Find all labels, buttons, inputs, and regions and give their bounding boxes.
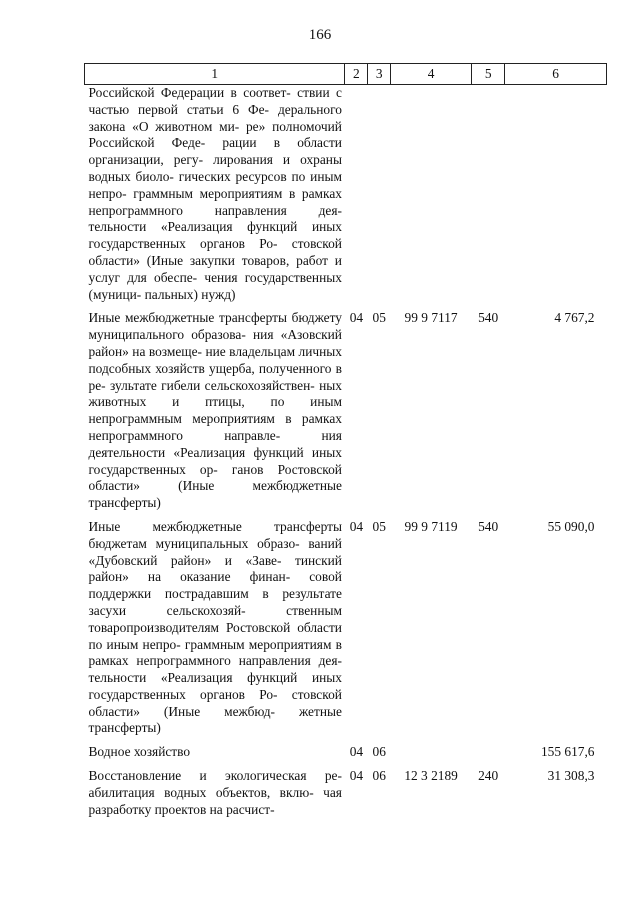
budget-table — [84, 63, 607, 818]
row-subsection — [368, 85, 391, 304]
description-line: хозяйств ущерба, полученного в ре- — [88, 360, 342, 393]
row-description — [85, 303, 345, 512]
description-line: непрограммного направления дея- — [88, 202, 342, 218]
description-line: Российской Федерации в соответ- — [88, 85, 291, 100]
description-line: зультате гибели сельскохозяйствен- — [110, 377, 315, 393]
row-section — [345, 85, 368, 304]
row-description — [85, 761, 345, 818]
description-line: ре» полномочий Российской Феде- — [88, 118, 342, 151]
description-line: Восстановление и экологическая ре- — [88, 768, 342, 784]
description-line: ваний «Дубовский район» и «Заве- — [88, 535, 342, 568]
row-description — [85, 85, 345, 304]
row-expense-type: 240 — [478, 768, 499, 784]
description-line: абилитация водных объектов, вклю- — [88, 784, 314, 800]
row-amount: 55 090,0 — [547, 518, 595, 534]
row-section: 04 — [349, 310, 364, 326]
description-line: иных государственных органов Ро- — [88, 219, 342, 252]
table-row — [85, 85, 607, 304]
header-col-1: 1 — [85, 64, 345, 85]
header-col-2: 2 — [345, 64, 368, 85]
row-amount: 31 308,3 — [547, 768, 595, 784]
description-line: непрограммного направления дея- — [136, 653, 342, 669]
description-line: пальных) нужд) — [144, 286, 236, 302]
row-target-article — [391, 737, 472, 761]
description-line: Ростовской области по иным непро- — [88, 619, 342, 652]
description-line: граммным мероприятиям в рамках — [133, 185, 342, 201]
description-line: функций иных государственных ор- — [88, 444, 342, 477]
description-line: стовской области» (Иные межбюд- — [88, 686, 342, 719]
row-section: 04 — [349, 744, 364, 760]
row-amount: 155 617,6 — [540, 744, 595, 760]
header-col-6: 6 — [505, 64, 607, 85]
description-line: дерального закона «О животном ми- — [88, 101, 342, 134]
description-line: результате засухи сельскохозяй- — [88, 586, 342, 618]
description-line: жетные трансферты) — [88, 703, 342, 736]
row-expense-type: 540 — [478, 310, 499, 326]
header-col-5: 5 — [472, 64, 505, 85]
description-line: Иные межбюджетные трансферты — [88, 310, 287, 326]
description-line: ствии с частью первой статьи 6 Фе- — [88, 85, 342, 117]
description-line: чая разработку проектов на расчист- — [88, 784, 342, 817]
description-line: непрограммным мероприятиям в — [88, 411, 292, 427]
description-line: граммным мероприятиям в рамках — [88, 636, 342, 669]
row-target-article: 99 9 7119 — [404, 518, 458, 534]
description-line: совой поддержки пострадавшим в — [88, 569, 342, 602]
row-subsection: 06 — [372, 744, 386, 760]
row-expense-type — [472, 85, 505, 304]
table-header-row — [85, 64, 607, 85]
row-description — [85, 512, 345, 737]
table-row — [85, 303, 607, 512]
description-line: бюджету муниципального образова- — [88, 310, 342, 343]
row-section: 04 — [349, 518, 364, 534]
table-row — [85, 512, 607, 737]
description-line: гических ресурсов по иным непро- — [88, 168, 342, 201]
row-amount — [505, 85, 607, 304]
description-line: товаров, работ и услуг для обеспе- — [88, 252, 342, 285]
description-line: тельности «Реализация функций — [88, 670, 298, 686]
row-subsection: 05 — [372, 310, 386, 326]
page-number: 166 — [308, 27, 332, 43]
description-line: бюджетам муниципальных образо- — [88, 535, 300, 551]
description-line: ных животных и птицы, по иным — [88, 377, 342, 410]
description-line: тинский район» на оказание финан- — [88, 552, 342, 585]
description-line: иных государственных органов Ро- — [88, 670, 342, 702]
row-subsection: 05 — [372, 518, 386, 534]
header-col-4: 4 — [391, 64, 472, 85]
description-line: рации в области организации, регу- — [88, 135, 342, 168]
row-expense-type: 540 — [478, 518, 499, 534]
description-line: чения государственных (муници- — [88, 269, 342, 302]
table-row — [85, 761, 607, 818]
row-expense-type — [472, 737, 505, 761]
description-line: рамках непрограммного направле- — [88, 411, 342, 443]
description-line: ние владельцам личных подсобных — [88, 343, 342, 376]
description-line: Иные межбюджетные трансферты — [88, 518, 342, 534]
row-target-article: 12 3 2189 — [404, 768, 458, 784]
row-section: 04 — [349, 768, 364, 784]
row-description — [85, 737, 345, 761]
description-line: ганов Ростовской области» (Иные — [88, 461, 342, 494]
row-subsection: 06 — [372, 768, 386, 784]
table-row — [85, 737, 607, 761]
description-line: ственным товаропроизводителям — [88, 602, 342, 635]
row-target-article: 99 9 7117 — [404, 310, 458, 326]
description-line: ния деятельности «Реализация — [88, 427, 342, 460]
row-target-article — [391, 85, 472, 304]
description-line: Водное хозяйство — [88, 744, 191, 760]
description-line: ния «Азовский район» на возмеще- — [88, 327, 342, 359]
row-amount: 4 767,2 — [554, 310, 595, 326]
description-line: тельности «Реализация функций — [88, 219, 298, 235]
description-line: межбюджетные трансферты) — [88, 478, 342, 511]
description-line: стовской области» (Иные закупки — [88, 236, 342, 268]
table-body — [85, 85, 607, 819]
description-line: лирования и охраны водных биоло- — [88, 152, 342, 184]
header-col-3: 3 — [368, 64, 391, 85]
